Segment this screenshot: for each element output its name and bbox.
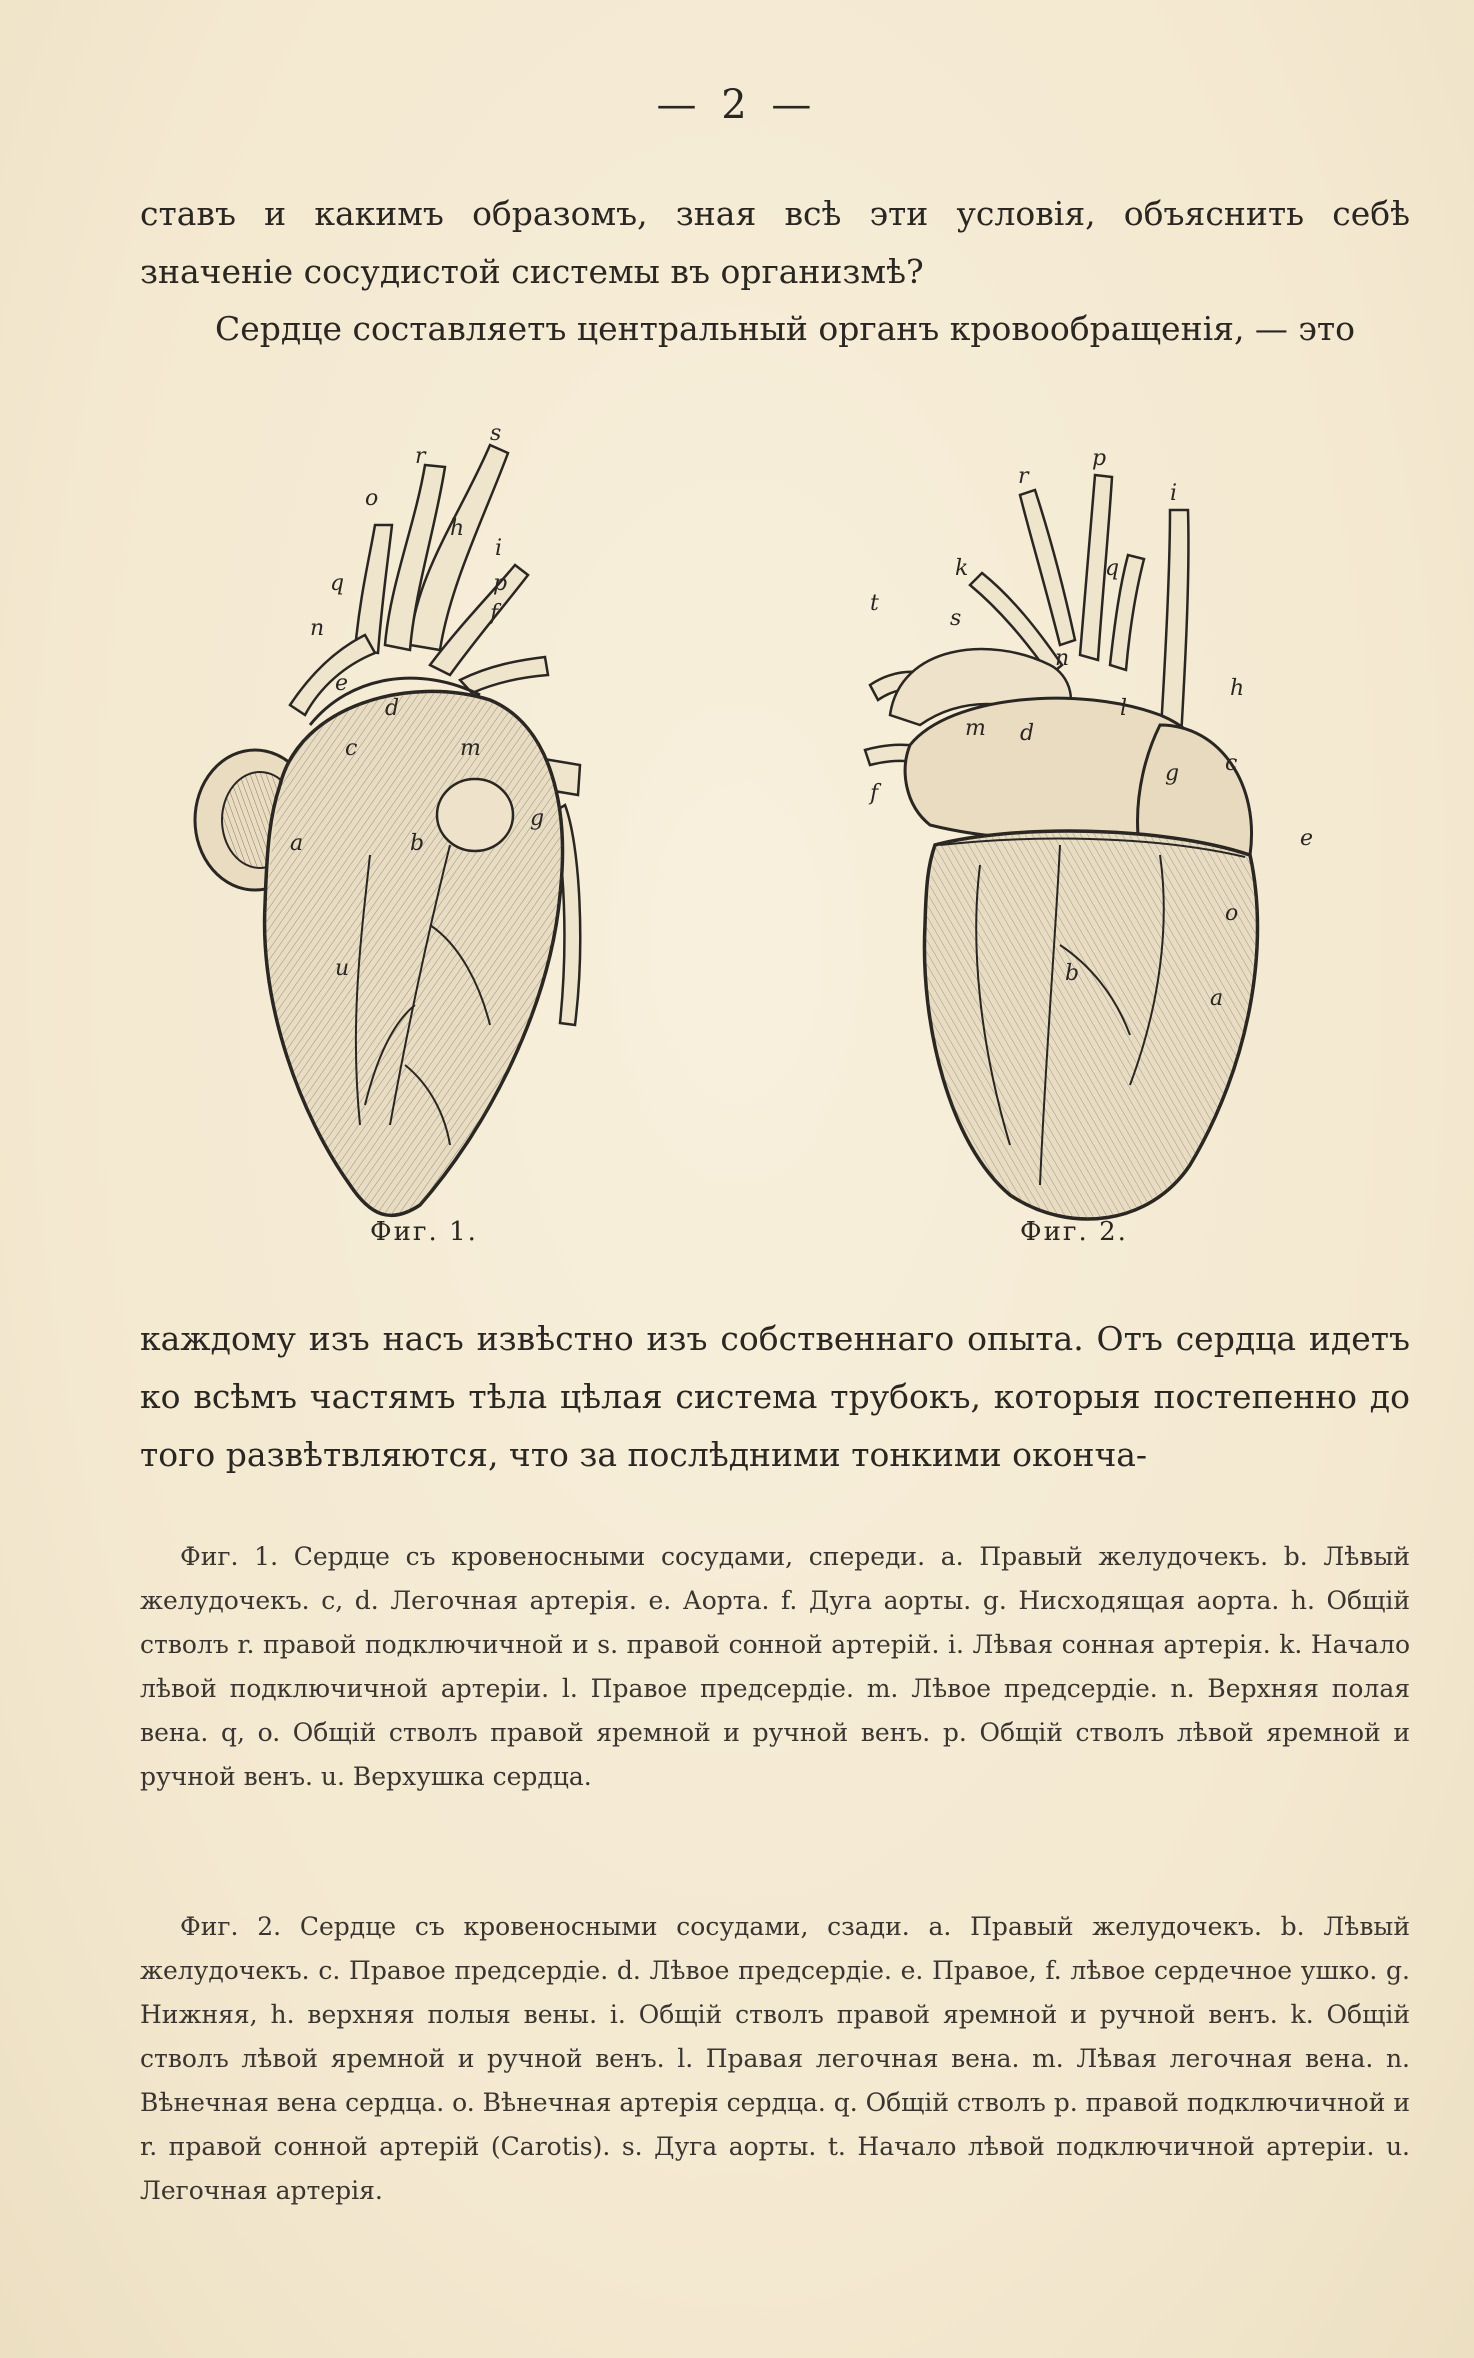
figure-1-caption: Фиг. 1. Сердце съ кровеносными сосудами, спереди. a. Правый желудочекъ. b. Лѣвый желудочекъ. c, d. Легочная артерія. e. Аорта. f. Дуга аорты. g. Нисходящая аорта. h. Общій стволъ r. правой подключичной и s. правой сонной артерій. i. Лѣвая сонная артерія. k. Начало лѣвой подключичной артеріи. l. Правое предсердіе. m. Лѣвое предсердіе. n. Верхняя полая вена. q, o. Общій стволъ правой яремной и ручной венъ. p. Общій стволъ лѣвой яремной и ручной венъ. u. Верхушка сердца. <box>140 1542 1410 1791</box>
fig2-letter-n: n <box>1055 646 1070 671</box>
fig2-letter-q: q <box>1105 556 1120 581</box>
fig1-letter-i: i <box>495 536 503 561</box>
paragraph-3: каждому изъ насъ извѣстно изъ собственнаго опыта. Отъ сердца идетъ ко всѣмъ частямъ тѣла цѣлая система трубокъ, которыя постепенно до того развѣтвляются, что за послѣдними тонкими оконча- <box>140 1319 1410 1474</box>
fig1-letter-o: o <box>365 486 379 511</box>
fig1-letter-u: u <box>335 956 350 981</box>
fig1-letter-g: g <box>530 806 545 831</box>
figure-1-label: Фиг. 1. <box>370 1217 478 1247</box>
fig2-letter-o: o <box>1225 901 1239 926</box>
figure-2-label: Фиг. 2. <box>1020 1217 1128 1247</box>
page-number: — 2 — <box>656 82 818 128</box>
paragraph-2: Сердце составляетъ центральный органъ кровообращенія, — это <box>215 309 1356 348</box>
fig2-letter-c: c <box>1225 751 1238 776</box>
fig2-letter-m: m <box>965 716 986 741</box>
figure-2 <box>830 425 1390 1245</box>
fig1-letter-r: r <box>415 444 426 469</box>
fig2-letter-h: h <box>1230 676 1245 701</box>
fig1-letter-h: h <box>450 516 465 541</box>
fig1-letter-n: n <box>310 616 325 641</box>
fig1-letter-b: b <box>410 831 425 856</box>
fig2-letter-e: e <box>1300 826 1314 851</box>
fig1-letter-e: e <box>335 671 349 696</box>
fig1-letter-q: q <box>330 571 345 596</box>
fig1-letter-s: s <box>490 425 502 446</box>
figure-1 <box>160 425 680 1245</box>
fig1-letter-m: m <box>460 736 481 761</box>
fig2-letter-f: f <box>870 781 879 806</box>
fig1-letter-f: f <box>490 601 499 626</box>
fig1-letter-c: c <box>345 736 358 761</box>
fig1-letter-a: a <box>290 831 304 856</box>
fig2-letter-a: a <box>1210 986 1224 1011</box>
fig2-letter-p: p <box>1092 446 1107 471</box>
fig1-letter-p: p <box>493 571 508 596</box>
heart-back-illustration <box>830 425 1390 1245</box>
fig2-letter-d: d <box>1020 721 1035 746</box>
fig2-letter-r: r <box>1018 464 1029 489</box>
paragraph-1: ставъ и какимъ образомъ, зная всѣ эти условія, объяснить себѣ значеніе сосудистой системы въ организмѣ? <box>140 194 1410 291</box>
figure-2-caption: Фиг. 2. Сердце съ кровеносными сосудами, сзади. a. Правый желудочекъ. b. Лѣвый желудочекъ. c. Правое предсердіе. d. Лѣвое предсердіе. e. Правое, f. лѣвое сердечное ушко. g. Нижняя, h. верхняя полыя вены. i. Общій стволъ правой яремной и ручной венъ. k. Общій стволъ лѣвой яремной и ручной венъ. l. Правая легочная вена. m. Лѣвая легочная вена. n. Вѣнечная вена сердца. o. Вѣнечная артерія сердца. q. Общій стволъ p. правой подключичной и r. правой сонной артерій (Carotis). s. Дуга аорты. t. Начало лѣвой подключичной артеріи. u. Легочная артерія. <box>140 1912 1410 2205</box>
heart-front-illustration <box>160 425 680 1245</box>
fig2-letter-t: t <box>870 591 879 616</box>
fig2-letter-l: l <box>1120 696 1128 721</box>
fig2-letter-i: i <box>1170 481 1178 506</box>
fig2-letter-g: g <box>1165 761 1180 786</box>
fig2-letter-s: s <box>950 606 962 631</box>
fig1-letter-d: d <box>385 696 400 721</box>
fig2-letter-k: k <box>955 556 969 581</box>
figures-row <box>140 425 1410 1295</box>
fig2-letter-b: b <box>1065 961 1080 986</box>
